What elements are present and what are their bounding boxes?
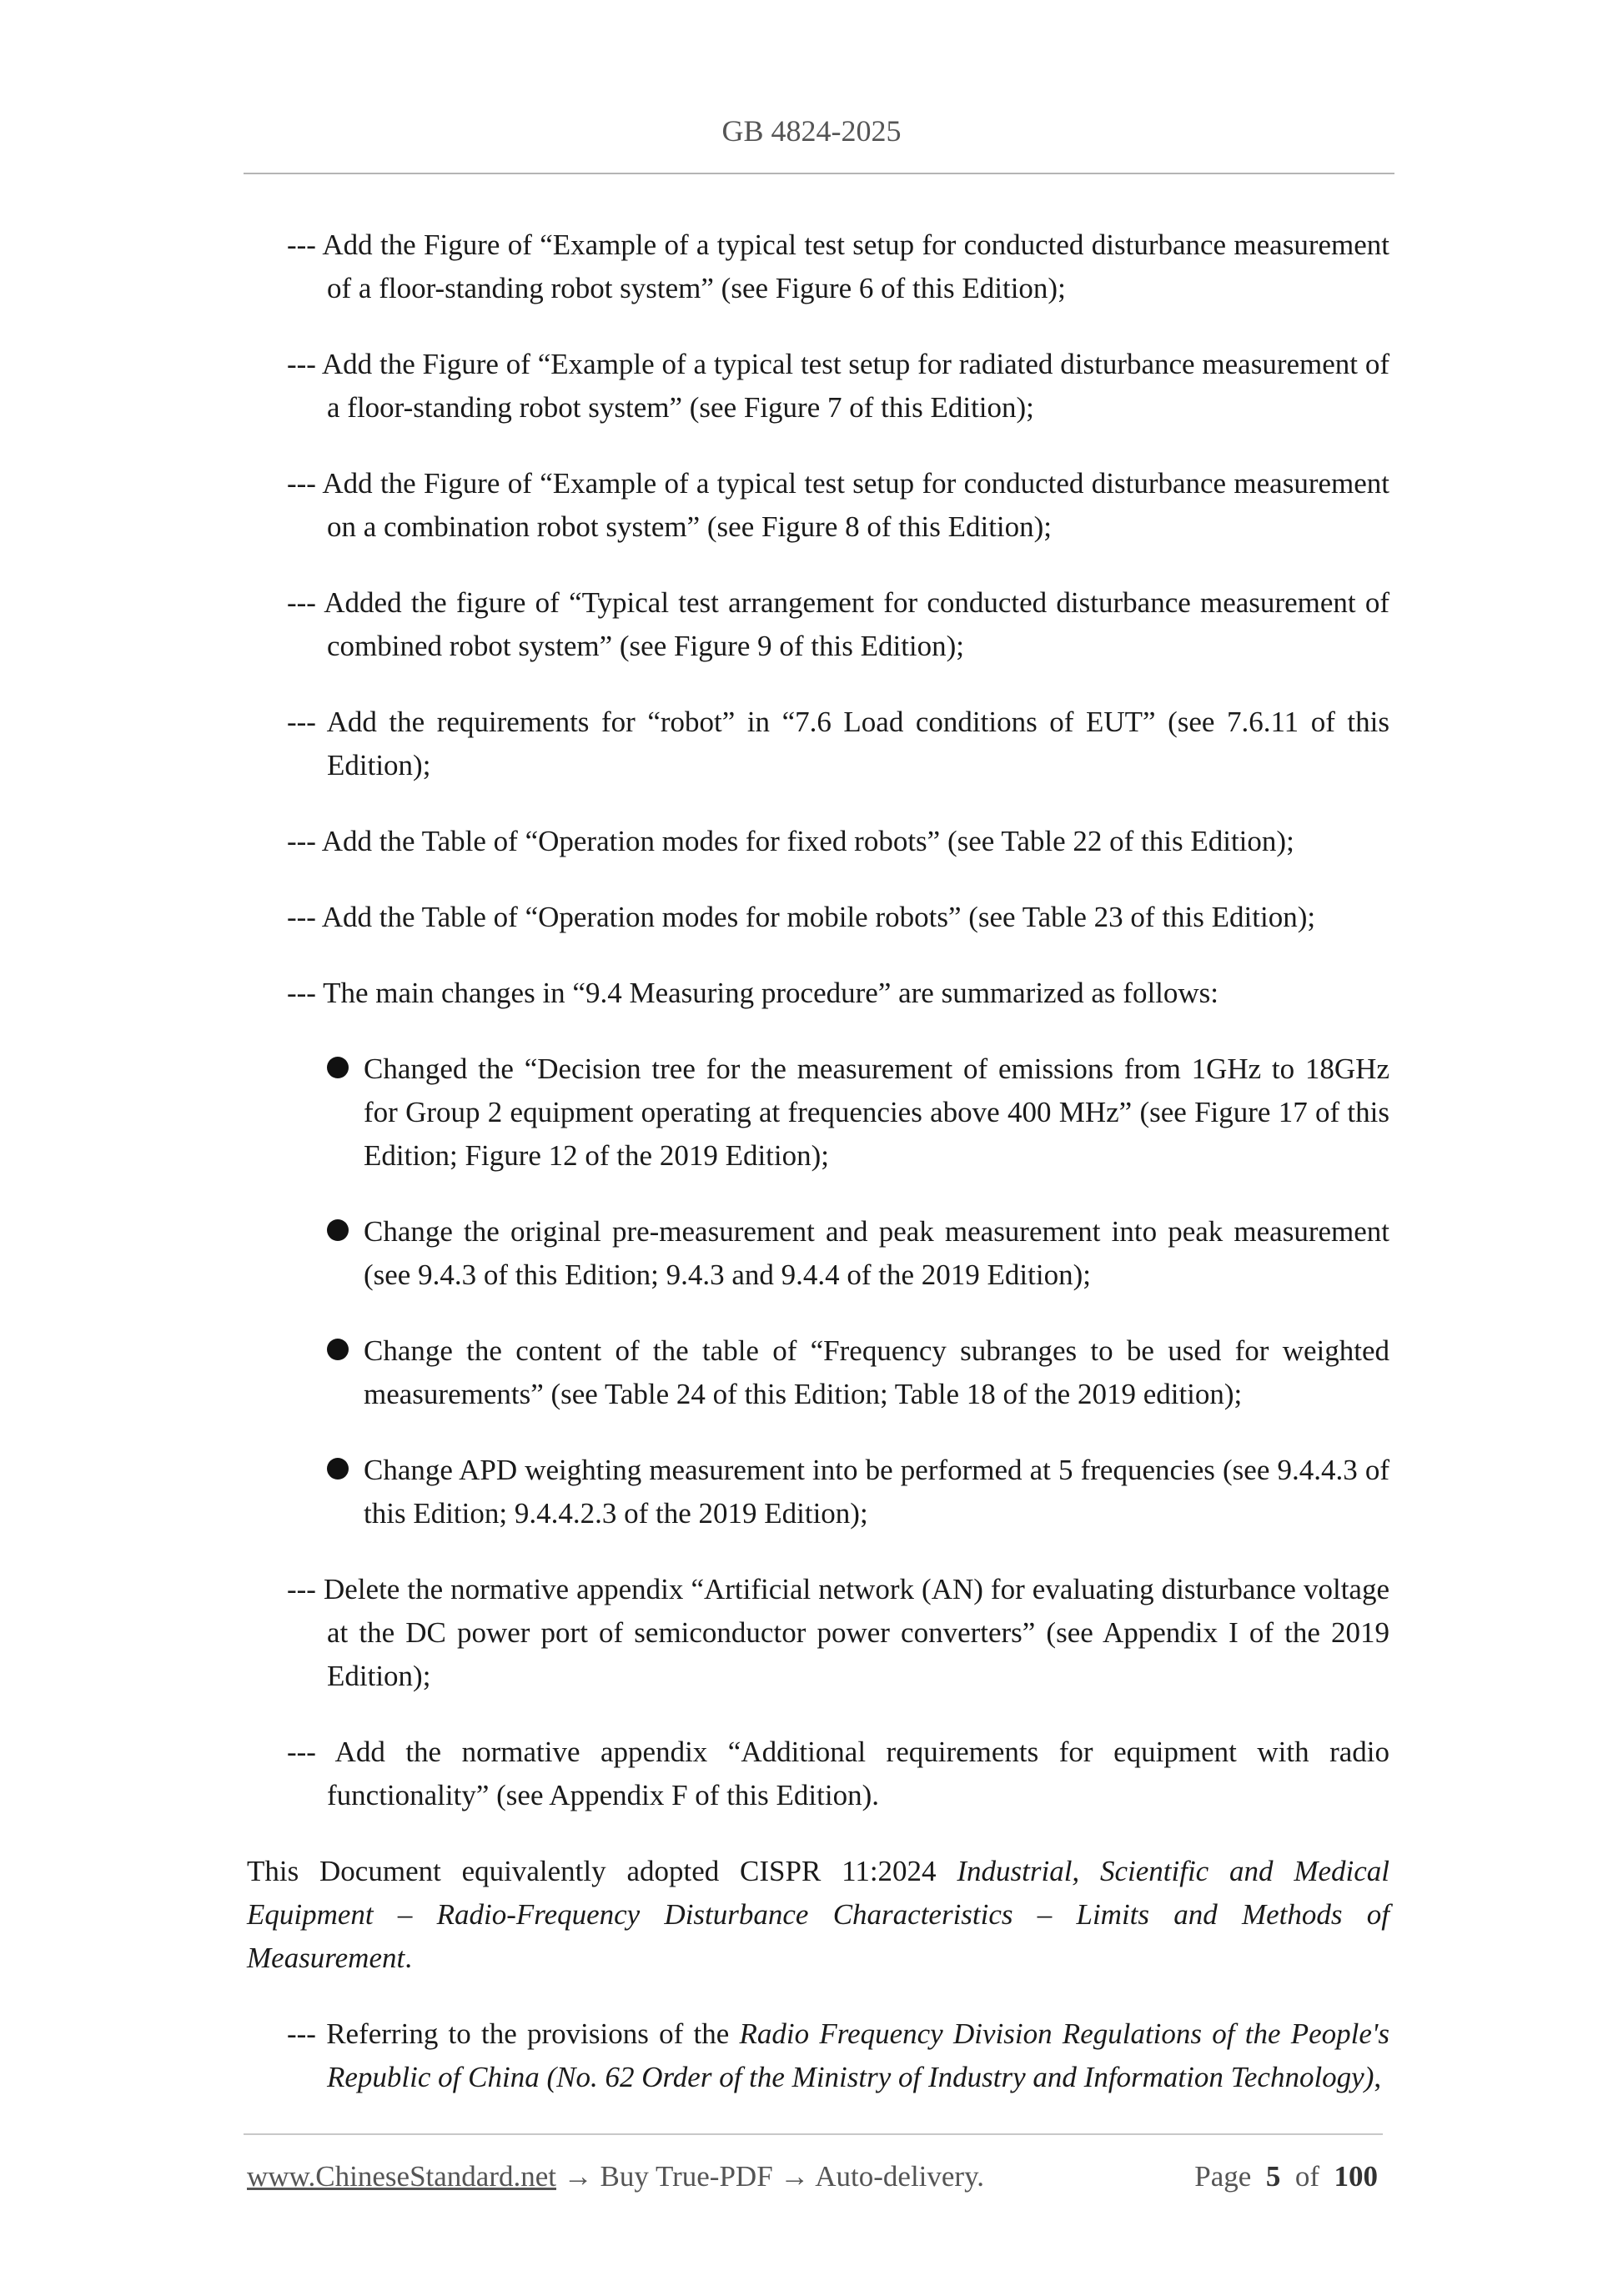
footer-divider (244, 2133, 1383, 2135)
document-body (247, 224, 1389, 2132)
bullet-item (364, 1329, 1389, 1416)
page-header-title: GB 4824-2025 (721, 114, 902, 148)
bullet-dot-icon (327, 1219, 349, 1241)
of-label: of (1294, 2160, 1319, 2193)
bullet-item (364, 1048, 1389, 1178)
change-item: --- Added the figure of “Typical test arrangement for conducted disturbance measurement of combined robot system” (see Figure 9 of this Edition); (287, 586, 1389, 662)
arrow-right-icon: → (772, 2160, 816, 2193)
regulation-title: Radio Frequency Division Regulations of the People's Republic of China (No. 62 Order of the Ministry of Industry and Information Technology) (327, 2017, 1390, 2093)
buy-pdf-text: Buy True-PDF (600, 2160, 773, 2193)
change-item: --- The main changes in “9.4 Measuring procedure” are summarized as follows: (287, 977, 1219, 1009)
bullet-dot-icon (327, 1339, 349, 1360)
adoption-suffix: . (404, 1942, 412, 1974)
change-item: --- Add the Table of “Operation modes for fixed robots” (see Table 22 of this Edition); (287, 825, 1294, 857)
referring-prefix: --- Referring to the provisions of the (287, 2017, 740, 2050)
change-item: --- Add the Figure of “Example of a typical test setup for conducted disturbance measurement of a floor-standing robot system” (see Figure 6 of this Edition); (287, 229, 1389, 304)
referring-item (287, 2012, 1389, 2099)
bullet-text: Change the content of the table of “Frequency subranges to be used for weighted measurements” (see Table 24 of this Edition; Table 18 of the 2019 edition); (364, 1334, 1389, 1410)
bullet-item (364, 1449, 1389, 1535)
website-link[interactable]: www.ChineseStandard.net (247, 2160, 556, 2193)
change-item: --- Add the normative appendix “Additional requirements for equipment with radio functionality” (see Appendix F of this Edition). (287, 1736, 1389, 1811)
adoption-prefix: This Document equivalently adopted CISPR 11:2024 (247, 1855, 957, 1887)
footer-promo (247, 2160, 984, 2193)
bullet-item (364, 1210, 1389, 1297)
change-item: --- Add the requirements for “robot” in “7.6 Load conditions of EUT” (see 7.6.11 of this Edition); (287, 706, 1389, 781)
page-indicator (1194, 2160, 1378, 2193)
change-item: --- Add the Table of “Operation modes for mobile robots” (see Table 23 of this Edition); (287, 901, 1316, 933)
bullet-text: Change the original pre-measurement and peak measurement into peak measurement (see 9.4.3 of this Edition; 9.4.3 and 9.4.4 of the 2019 Edition); (364, 1215, 1389, 1291)
adoption-statement (247, 1850, 1389, 1980)
bullet-dot-icon (327, 1458, 349, 1480)
change-item: --- Delete the normative appendix “Artificial network (AN) for evaluating disturbance voltage at the DC power port of semiconductor power converters” (see Appendix I of the 2019 Edition); (287, 1573, 1389, 1692)
header-divider (244, 173, 1394, 174)
bullet-text: Change APD weighting measurement into be performed at 5 frequencies (see 9.4.4.3 of this Edition; 9.4.4.2.3 of the 2019 Edition); (364, 1454, 1389, 1530)
total-pages: 100 (1334, 2160, 1378, 2193)
bullet-dot-icon (327, 1057, 349, 1078)
page-label: Page (1194, 2160, 1252, 2193)
change-item: --- Add the Figure of “Example of a typical test setup for radiated disturbance measurement of a floor-standing robot system” (see Figure 7 of this Edition); (287, 348, 1389, 424)
current-page: 5 (1265, 2160, 1281, 2193)
change-item: --- Add the Figure of “Example of a typical test setup for conducted disturbance measurement on a combination robot system” (see Figure 8 of this Edition); (287, 467, 1389, 543)
adopted-standard-title: Industrial, Scientific and Medical Equipment – Radio-Frequency Disturbance Characteristics – Limits and Methods of Measurement (247, 1855, 1389, 1974)
delivery-text: Auto-delivery. (815, 2160, 985, 2193)
referring-suffix: , (1374, 2061, 1382, 2093)
arrow-right-icon: → (556, 2160, 600, 2193)
bullet-text: Changed the “Decision tree for the measurement of emissions from 1GHz to 18GHz for Group 2 equipment operating at frequencies above 400 MHz” (see Figure 17 of this Edition; Figure 12 of the 2019 Edition); (364, 1053, 1389, 1172)
